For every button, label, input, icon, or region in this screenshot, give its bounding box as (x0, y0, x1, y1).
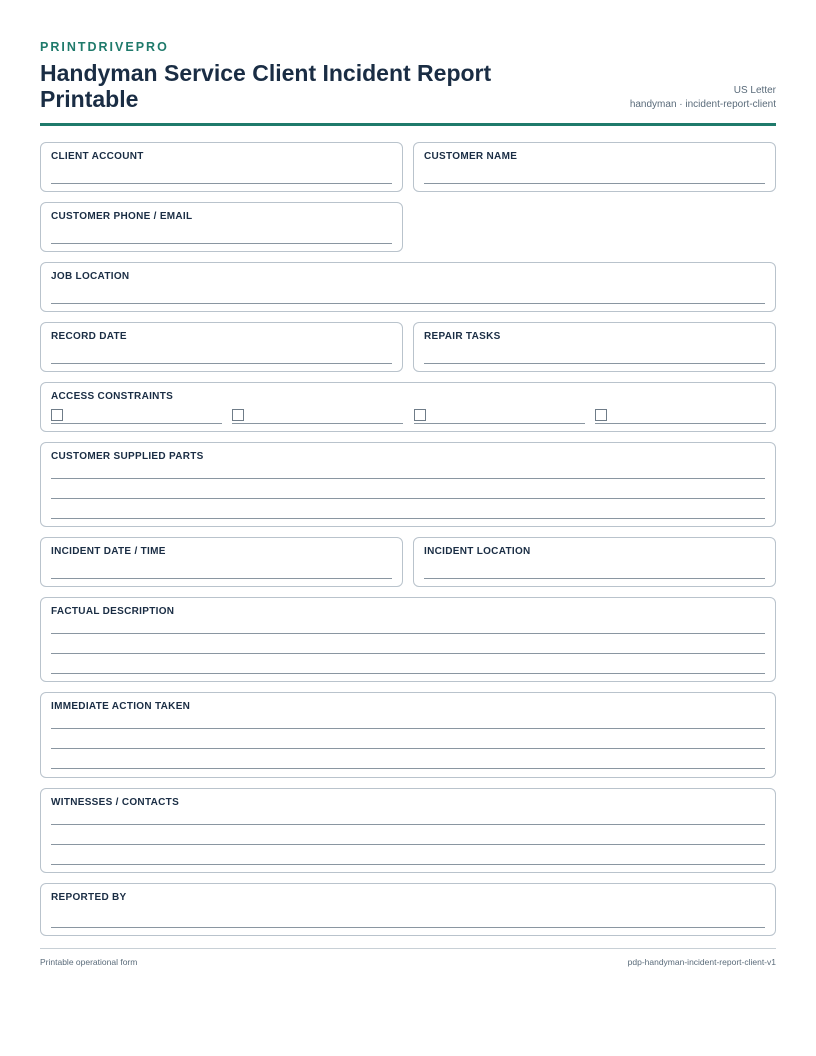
input-line-client-account[interactable] (51, 183, 392, 184)
input-line[interactable] (51, 768, 765, 769)
field-customer-contact (40, 202, 403, 252)
input-line-repair-tasks[interactable] (424, 363, 765, 364)
checkbox[interactable] (51, 409, 63, 421)
option-line[interactable] (414, 423, 585, 424)
checkbox[interactable] (595, 409, 607, 421)
field-label: RECORD DATE (51, 331, 127, 342)
field-incident-datetime (40, 537, 403, 587)
field-label: CUSTOMER NAME (424, 151, 518, 162)
input-line[interactable] (51, 844, 765, 845)
input-line[interactable] (51, 653, 765, 654)
paper-size: US Letter (733, 85, 776, 96)
field-reported-by (40, 883, 776, 936)
field-factual-description (40, 597, 776, 682)
input-line[interactable] (51, 728, 765, 729)
page-footer (40, 948, 776, 967)
field-repair-tasks (413, 322, 776, 372)
checkbox[interactable] (414, 409, 426, 421)
input-line[interactable] (51, 864, 765, 865)
option-line[interactable] (232, 423, 403, 424)
field-client-account (40, 142, 403, 192)
brand-name: PRINTDRIVEPRO (40, 40, 169, 54)
field-label: JOB LOCATION (51, 271, 130, 282)
field-label: CLIENT ACCOUNT (51, 151, 144, 162)
form-page (40, 40, 776, 126)
field-record-date (40, 322, 403, 372)
access-option-3 (414, 409, 585, 423)
field-label: FACTUAL DESCRIPTION (51, 606, 175, 617)
field-job-location (40, 262, 776, 312)
field-label: REPORTED BY (51, 892, 127, 903)
input-line[interactable] (51, 748, 765, 749)
field-witnesses (40, 788, 776, 873)
field-label: ACCESS CONSTRAINTS (51, 391, 174, 402)
input-line[interactable] (51, 498, 765, 499)
option-line[interactable] (595, 423, 766, 424)
option-line[interactable] (51, 423, 222, 424)
access-option-4 (595, 409, 766, 423)
input-line-incident-location[interactable] (424, 578, 765, 579)
field-label: CUSTOMER SUPPLIED PARTS (51, 451, 204, 462)
field-label: INCIDENT DATE / TIME (51, 546, 166, 557)
footer-form-id: pdp-handyman-incident-report-client-v1 (627, 957, 776, 967)
input-line-reported-by[interactable] (51, 927, 765, 928)
input-line-customer-contact[interactable] (51, 243, 392, 244)
form-meta (630, 84, 776, 111)
input-line[interactable] (51, 824, 765, 825)
field-label: INCIDENT LOCATION (424, 546, 531, 557)
input-line-customer-name[interactable] (424, 183, 765, 184)
page-title: Handyman Service Client Incident Report Printable (40, 60, 492, 112)
input-line-job-location[interactable] (51, 303, 765, 304)
footer-left: Printable operational form (40, 957, 138, 967)
field-label: REPAIR TASKS (424, 331, 501, 342)
checkbox[interactable] (232, 409, 244, 421)
form-header (40, 40, 776, 126)
field-immediate-action (40, 692, 776, 778)
input-line-record-date[interactable] (51, 363, 392, 364)
input-line-incident-datetime[interactable] (51, 578, 392, 579)
field-access-constraints (40, 382, 776, 432)
input-line[interactable] (51, 478, 765, 479)
field-label: WITNESSES / CONTACTS (51, 797, 180, 808)
field-customer-supplied-parts (40, 442, 776, 527)
access-option-2 (232, 409, 403, 423)
field-customer-name (413, 142, 776, 192)
field-label: CUSTOMER PHONE / EMAIL (51, 211, 193, 222)
input-line[interactable] (51, 518, 765, 519)
field-label: IMMEDIATE ACTION TAKEN (51, 701, 191, 712)
field-incident-location (413, 537, 776, 587)
form-tags: handyman · incident-report-client (629, 98, 776, 110)
access-option-1 (51, 409, 222, 423)
input-line[interactable] (51, 633, 765, 634)
input-line[interactable] (51, 673, 765, 674)
